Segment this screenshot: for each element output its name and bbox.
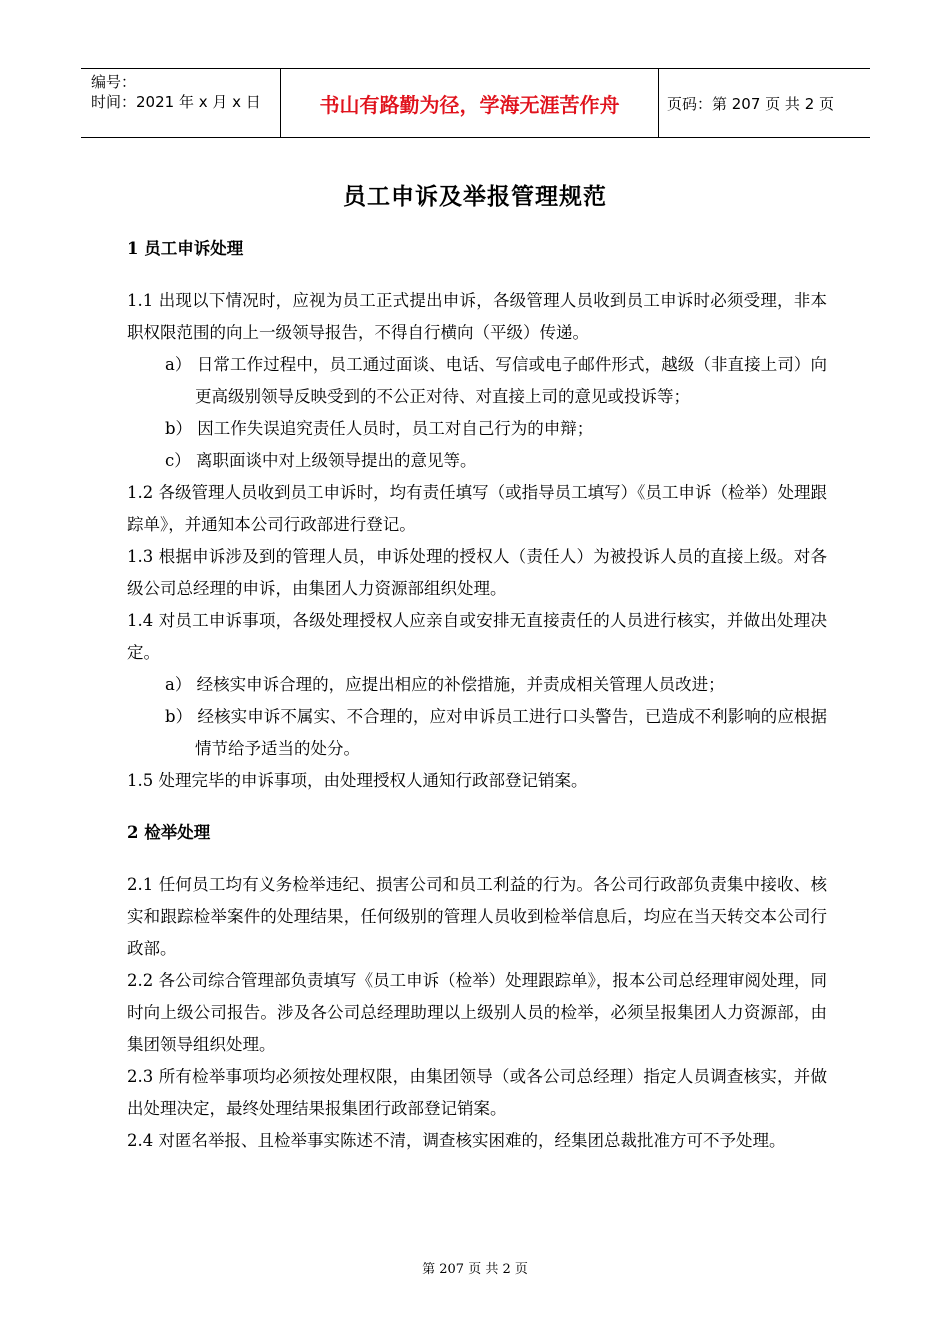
document-header (81, 68, 870, 138)
list-item: b） 经核实申诉不属实、不合理的，应对申诉员工进行口头警告，已造成不利影响的应根据情节给予适当的处分。 (165, 707, 827, 758)
page-info: 页码：第 207 页 共 2 页 (667, 94, 835, 113)
document-title: 员工申诉及举报管理规范 (343, 184, 607, 210)
list-item: a） 经核实申诉合理的，应提出相应的补偿措施，并责成相关管理人员改进； (165, 675, 725, 694)
paragraph: 2.1 任何员工均有义务检举违纪、损害公司和员工利益的行为。各公司行政部负责集中接收、核实和跟踪检举案件的处理结果，任何级别的管理人员收到检举信息后，均应在当天转交本公司行政部。 (127, 875, 827, 958)
section-heading: 2 检举处理 (127, 823, 211, 842)
list-item: c） 离职面谈中对上级领导提出的意见等。 (165, 451, 477, 470)
paragraph: 1.3 根据申诉涉及到的管理人员，申诉处理的授权人（责任人）为被投诉人员的直接上级。对各级公司总经理的申诉，由集团人力资源部组织处理。 (127, 547, 827, 598)
paragraph: 1.4 对员工申诉事项，各级处理授权人应亲自或安排无直接责任的人员进行核实，并做出处理决定。 (127, 611, 827, 662)
paragraph: 1.2 各级管理人员收到员工申诉时，均有责任填写（或指导员工填写）《员工申诉（检举）处理跟踪单》，并通知本公司行政部进行登记。 (127, 483, 827, 534)
paragraph: 1.5 处理完毕的申诉事项，由处理授权人通知行政部登记销案。 (127, 771, 588, 790)
paragraph: 1.1 出现以下情况时，应视为员工正式提出申诉，各级管理人员收到员工申诉时必须受理，非本职权限范围的向上一级领导报告，不得自行横向（平级）传递。 (127, 291, 827, 342)
page-footer: 第 207 页 共 2 页 (422, 1262, 528, 1277)
motto-text: 书山有路勤为径，学海无涯苦作舟 (281, 69, 659, 137)
section-heading: 1 员工申诉处理 (127, 239, 244, 258)
header-meta-cell (81, 69, 281, 137)
date-label: 时间：2021 年 x 月 x 日 (91, 93, 261, 111)
paragraph: 2.4 对匿名举报、且检举事实陈述不清，调查核实困难的，经集团总裁批准方可不予处理。 (127, 1131, 786, 1150)
paragraph: 2.2 各公司综合管理部负责填写《员工申诉（检举）处理跟踪单》，报本公司总经理审阅处理，同时向上级公司报告。涉及各公司总经理助理以上级别人员的检举，必须呈报集团人力资源部，由集团领导组织处理。 (127, 971, 827, 1054)
list-item: b） 因工作失误追究责任人员时，员工对自己行为的申辩； (165, 419, 594, 438)
paragraph: 2.3 所有检举事项均必须按处理权限，由集团领导（或各公司总经理）指定人员调查核实，并做出处理决定，最终处理结果报集团行政部登记销案。 (127, 1067, 827, 1118)
list-item: a） 日常工作过程中，员工通过面谈、电话、写信或电子邮件形式，越级（非直接上司）向更高级别领导反映受到的不公正对待、对直接上司的意见或投诉等； (165, 355, 827, 406)
number-label: 编号： (91, 73, 137, 91)
document-body (127, 233, 827, 1157)
